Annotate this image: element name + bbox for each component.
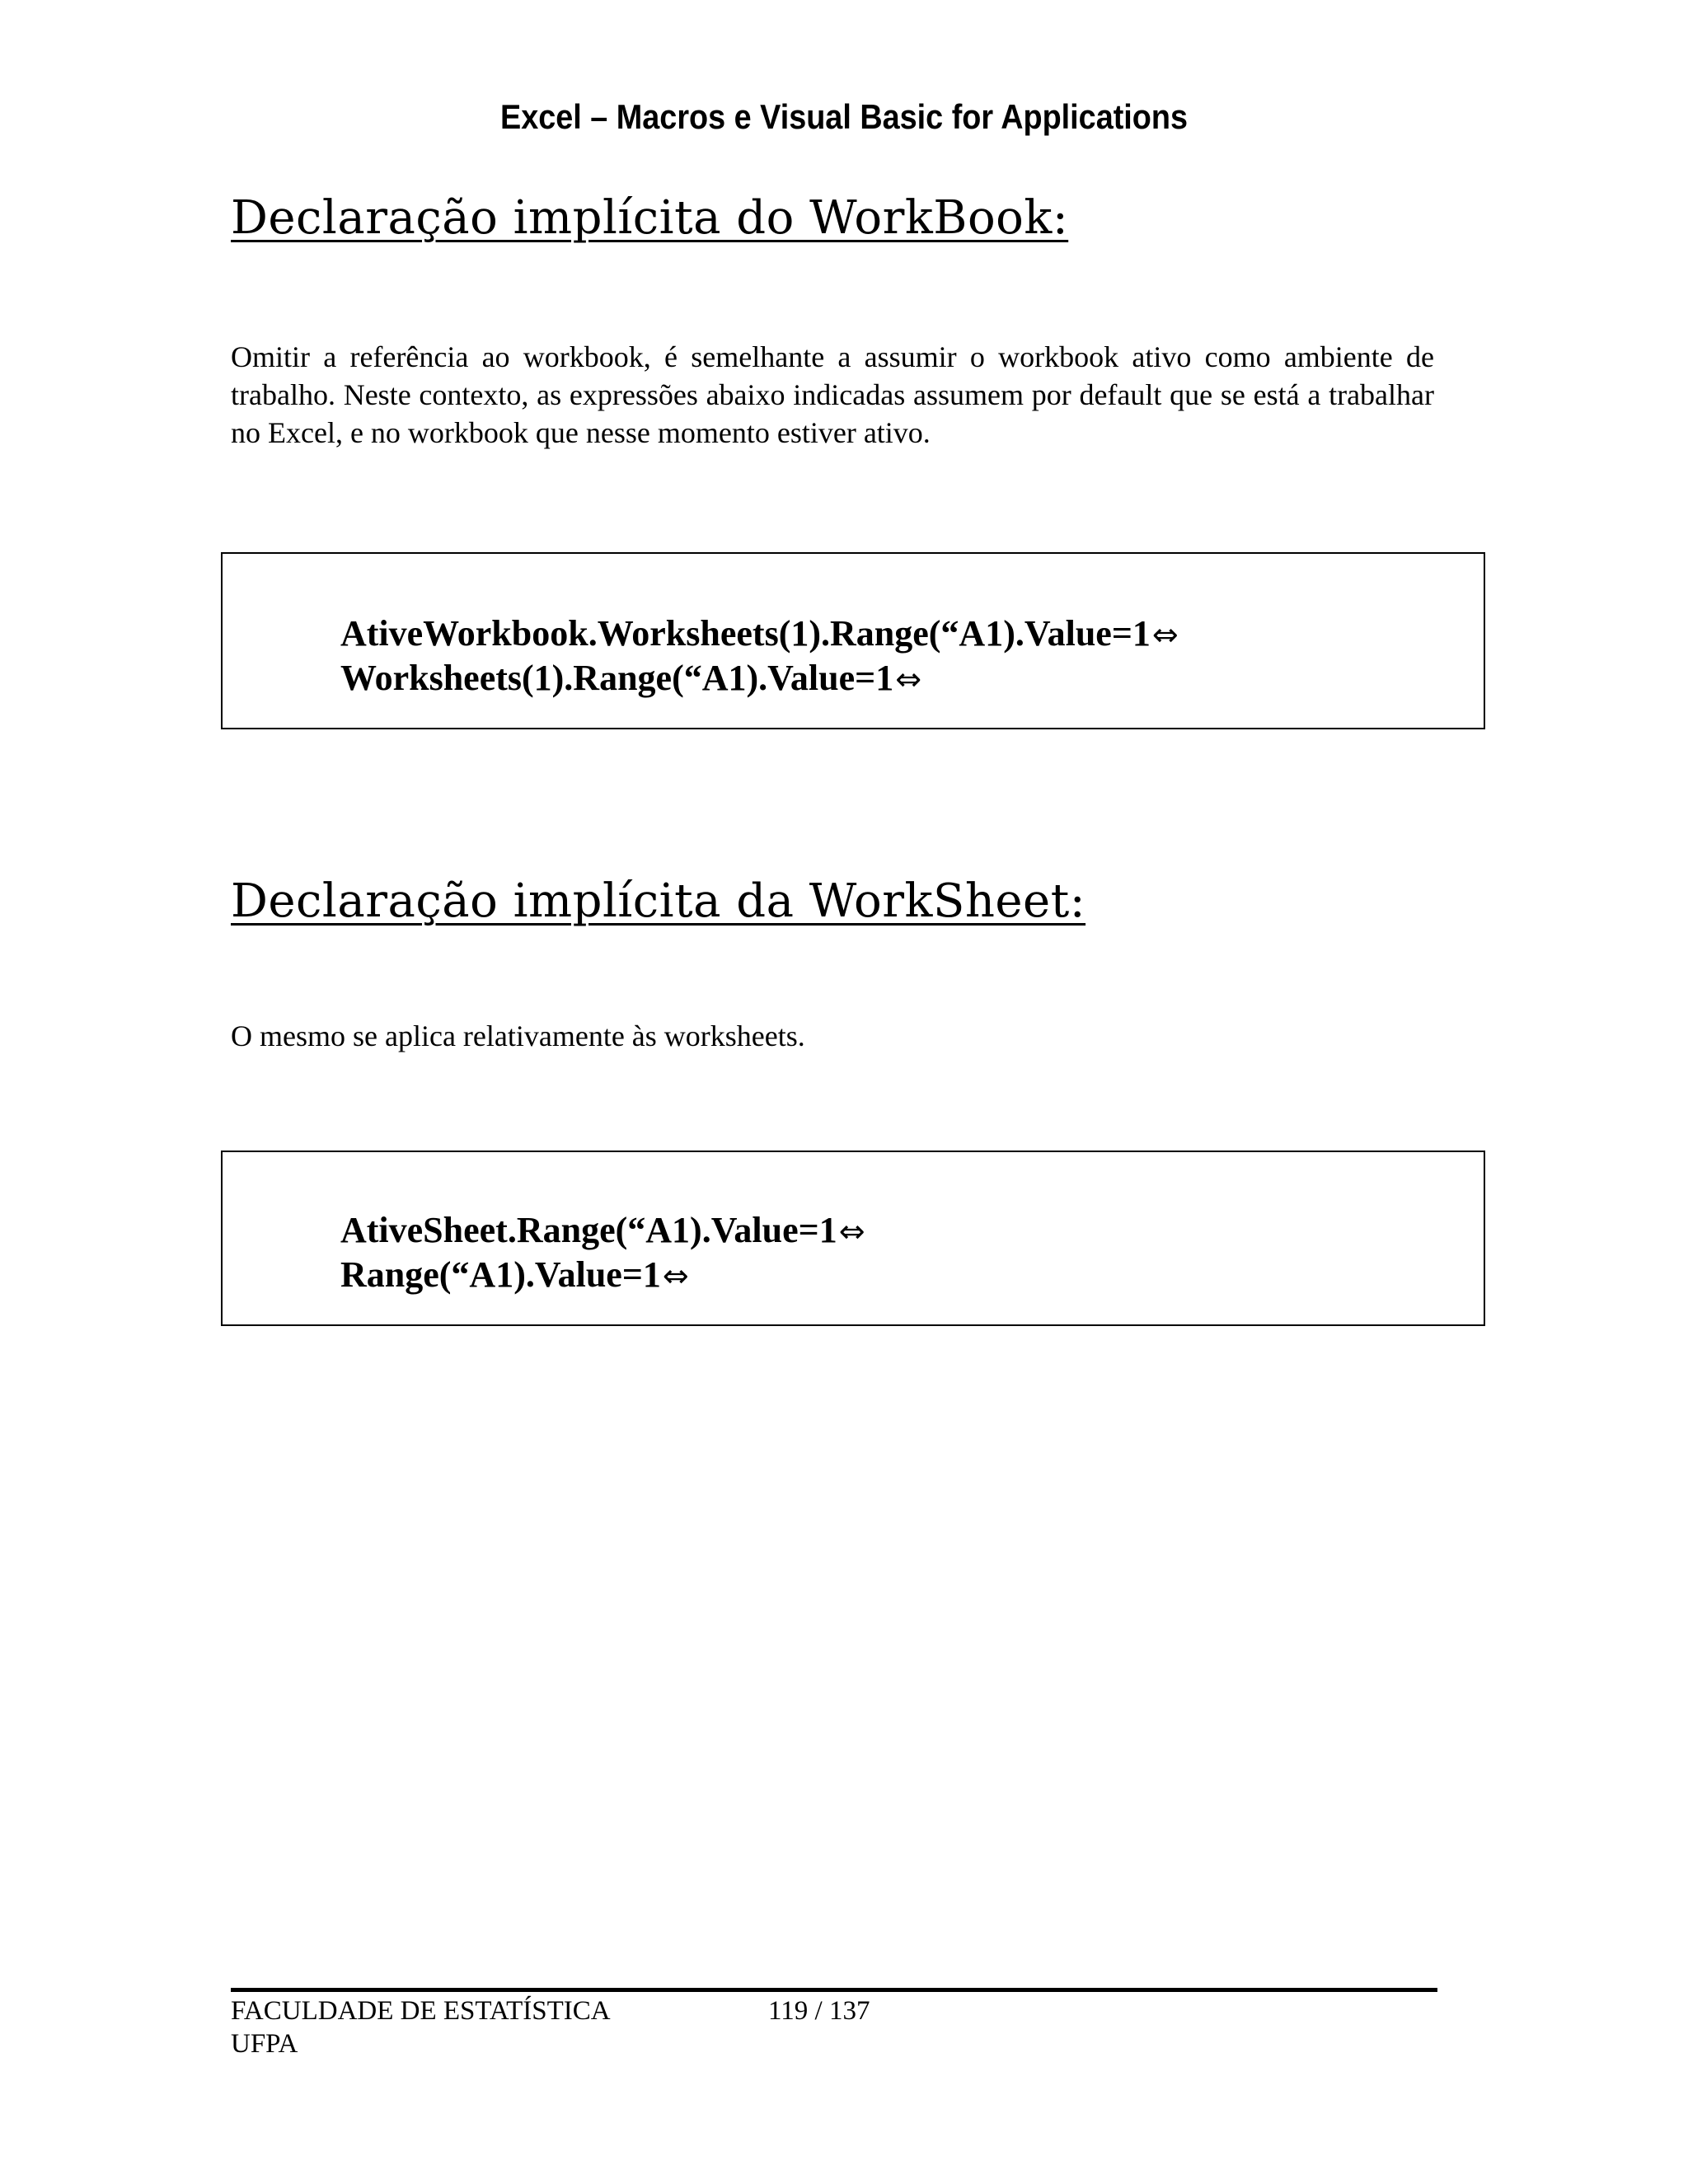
- equivalence-arrow-icon: ⇔: [895, 661, 922, 697]
- equivalence-arrow-icon: ⇔: [1151, 616, 1179, 653]
- equivalence-arrow-icon: ⇔: [662, 1258, 689, 1294]
- code-text: AtiveWorkbook.Worksheets(1).Range(“A1).Value=1: [340, 613, 1151, 654]
- code-text: Worksheets(1).Range(“A1).Value=1: [340, 658, 894, 698]
- code-box-workbook: [221, 552, 1485, 729]
- page-number: 119 / 137: [768, 1996, 870, 2026]
- code-box-worksheet: [221, 1151, 1485, 1326]
- running-header: Excel – Macros e Visual Basic for Applications: [499, 97, 1189, 136]
- equivalence-arrow-icon: ⇔: [838, 1213, 865, 1249]
- code-text: Range(“A1).Value=1: [340, 1254, 661, 1295]
- footer-organization: FACULDADE DE ESTATÍSTICA: [231, 1996, 611, 2026]
- paragraph-worksheet: O mesmo se aplica relativamente às worksheets.: [231, 1019, 805, 1052]
- section-heading-workbook: Declaração implícita do WorkBook:: [231, 191, 1069, 245]
- footer-institution: UFPA: [231, 2029, 298, 2059]
- code-line: [340, 656, 921, 701]
- code-line: [340, 1253, 689, 1298]
- code-line: [340, 612, 1179, 657]
- section-heading-worksheet: Declaração implícita da WorkSheet:: [231, 874, 1086, 928]
- paragraph-workbook: Omitir a referência ao workbook, é semelhante a assumir o workbook ativo como ambiente de trabalho. Neste contexto, as expressões abaixo indicadas assumem por default que se está a trabalhar no Excel, e no workbook que nesse momento estiver ativo.: [231, 340, 1434, 449]
- footer-divider: [231, 1988, 1437, 1992]
- code-text: AtiveSheet.Range(“A1).Value=1: [340, 1210, 837, 1250]
- code-line: [340, 1208, 865, 1254]
